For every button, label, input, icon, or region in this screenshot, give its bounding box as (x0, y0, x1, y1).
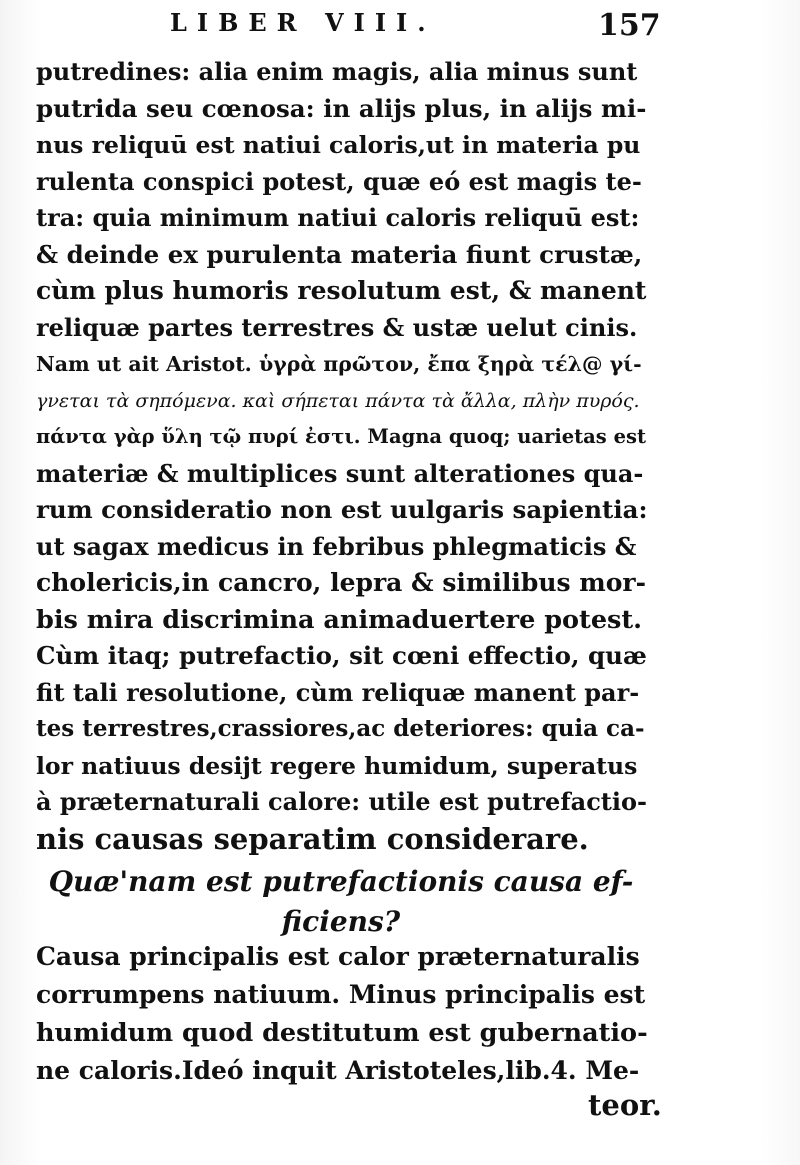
text-line: bis mira discrimina animaduertere potest. (36, 604, 643, 635)
body-paragraph (36, 54, 646, 857)
text-line: fit tali resolutione, cùm reliquæ manent par- (36, 677, 640, 707)
section-paragraph (36, 938, 646, 1090)
text-line: nus reliquū est natiui caloris,ut in materia pu (36, 131, 641, 159)
text-line-greek-quote: πάντα γὰρ ὕλη τῷ πυρί ἐστι. Magna quoq; uarietas est (36, 425, 646, 448)
text-line: materiæ & multiplices sunt alterationes qua- (36, 458, 644, 488)
text-line: Causa principalis est calor præternaturalis (36, 942, 640, 971)
text-line: rum consideratio non est uulgaris sapientia: (36, 495, 648, 524)
text-line: & deinde ex purulenta materia fiunt crustæ, (36, 239, 643, 269)
text-line-greek: γνεται τὰ σηπόμενα. καὶ σήπεται πάντα τὰ ἄλλα, πλὴν πυρός. (36, 389, 640, 412)
text-line: corrumpens natiuum. Minus principalis est (36, 980, 646, 1009)
text-line: tra: quia minimum natiui caloris reliquū est: (36, 203, 640, 232)
text-line: tes terrestres,crassiores,ac deteriores: quia ca- (36, 715, 645, 742)
text-line: Cùm itaq; putrefactio, sit cœni effectio, quæ (36, 641, 647, 670)
text-line: putrida seu cœnosa: in aliјs plus, in aliјs mi- (36, 93, 647, 123)
text-line: ut sagax medicus in febribus phlegmaticis & (36, 531, 637, 561)
page-header (0, 0, 800, 50)
text-line-greek-quote: Nam ut ait Aristot. ὑγρὰ πρῶτον, ἔπα ξηρὰ τέλ@ γί- (36, 352, 642, 376)
text-line: à præternaturali calore: utile est putrefactio- (36, 787, 647, 816)
catchword: teor. (588, 1088, 662, 1122)
text-line: ne caloris.Ideó inquit Aristoteles,lib.4. Me- (36, 1056, 640, 1085)
text-line: nis causas separatim considerare. (36, 821, 589, 856)
heading-line: ficiens? (281, 905, 401, 938)
text-line: humidum quod destitutum est gubernatio- (36, 1018, 648, 1048)
text-line: cholericis,in cancro, lepra & similibus mor- (36, 568, 646, 597)
page-number: 157 (598, 8, 661, 43)
heading-line: Quæ'nam est putrefactionis causa ef- (48, 865, 634, 898)
text-line: rulenta conspici potest, quæ eó est magis te- (36, 166, 642, 196)
running-head: LIBER VIII. (170, 8, 436, 37)
section-heading (36, 862, 646, 942)
text-line: reliquæ partes terrestres & ustæ uelut cinis. (36, 312, 638, 342)
text-line: lor natiuus desiјt regere humidum, superatus (36, 751, 638, 780)
text-line: cùm plus humoris resolutum est, & manent (36, 276, 647, 305)
text-line: putredines: alia enim magis, alia minus sunt (36, 57, 638, 86)
